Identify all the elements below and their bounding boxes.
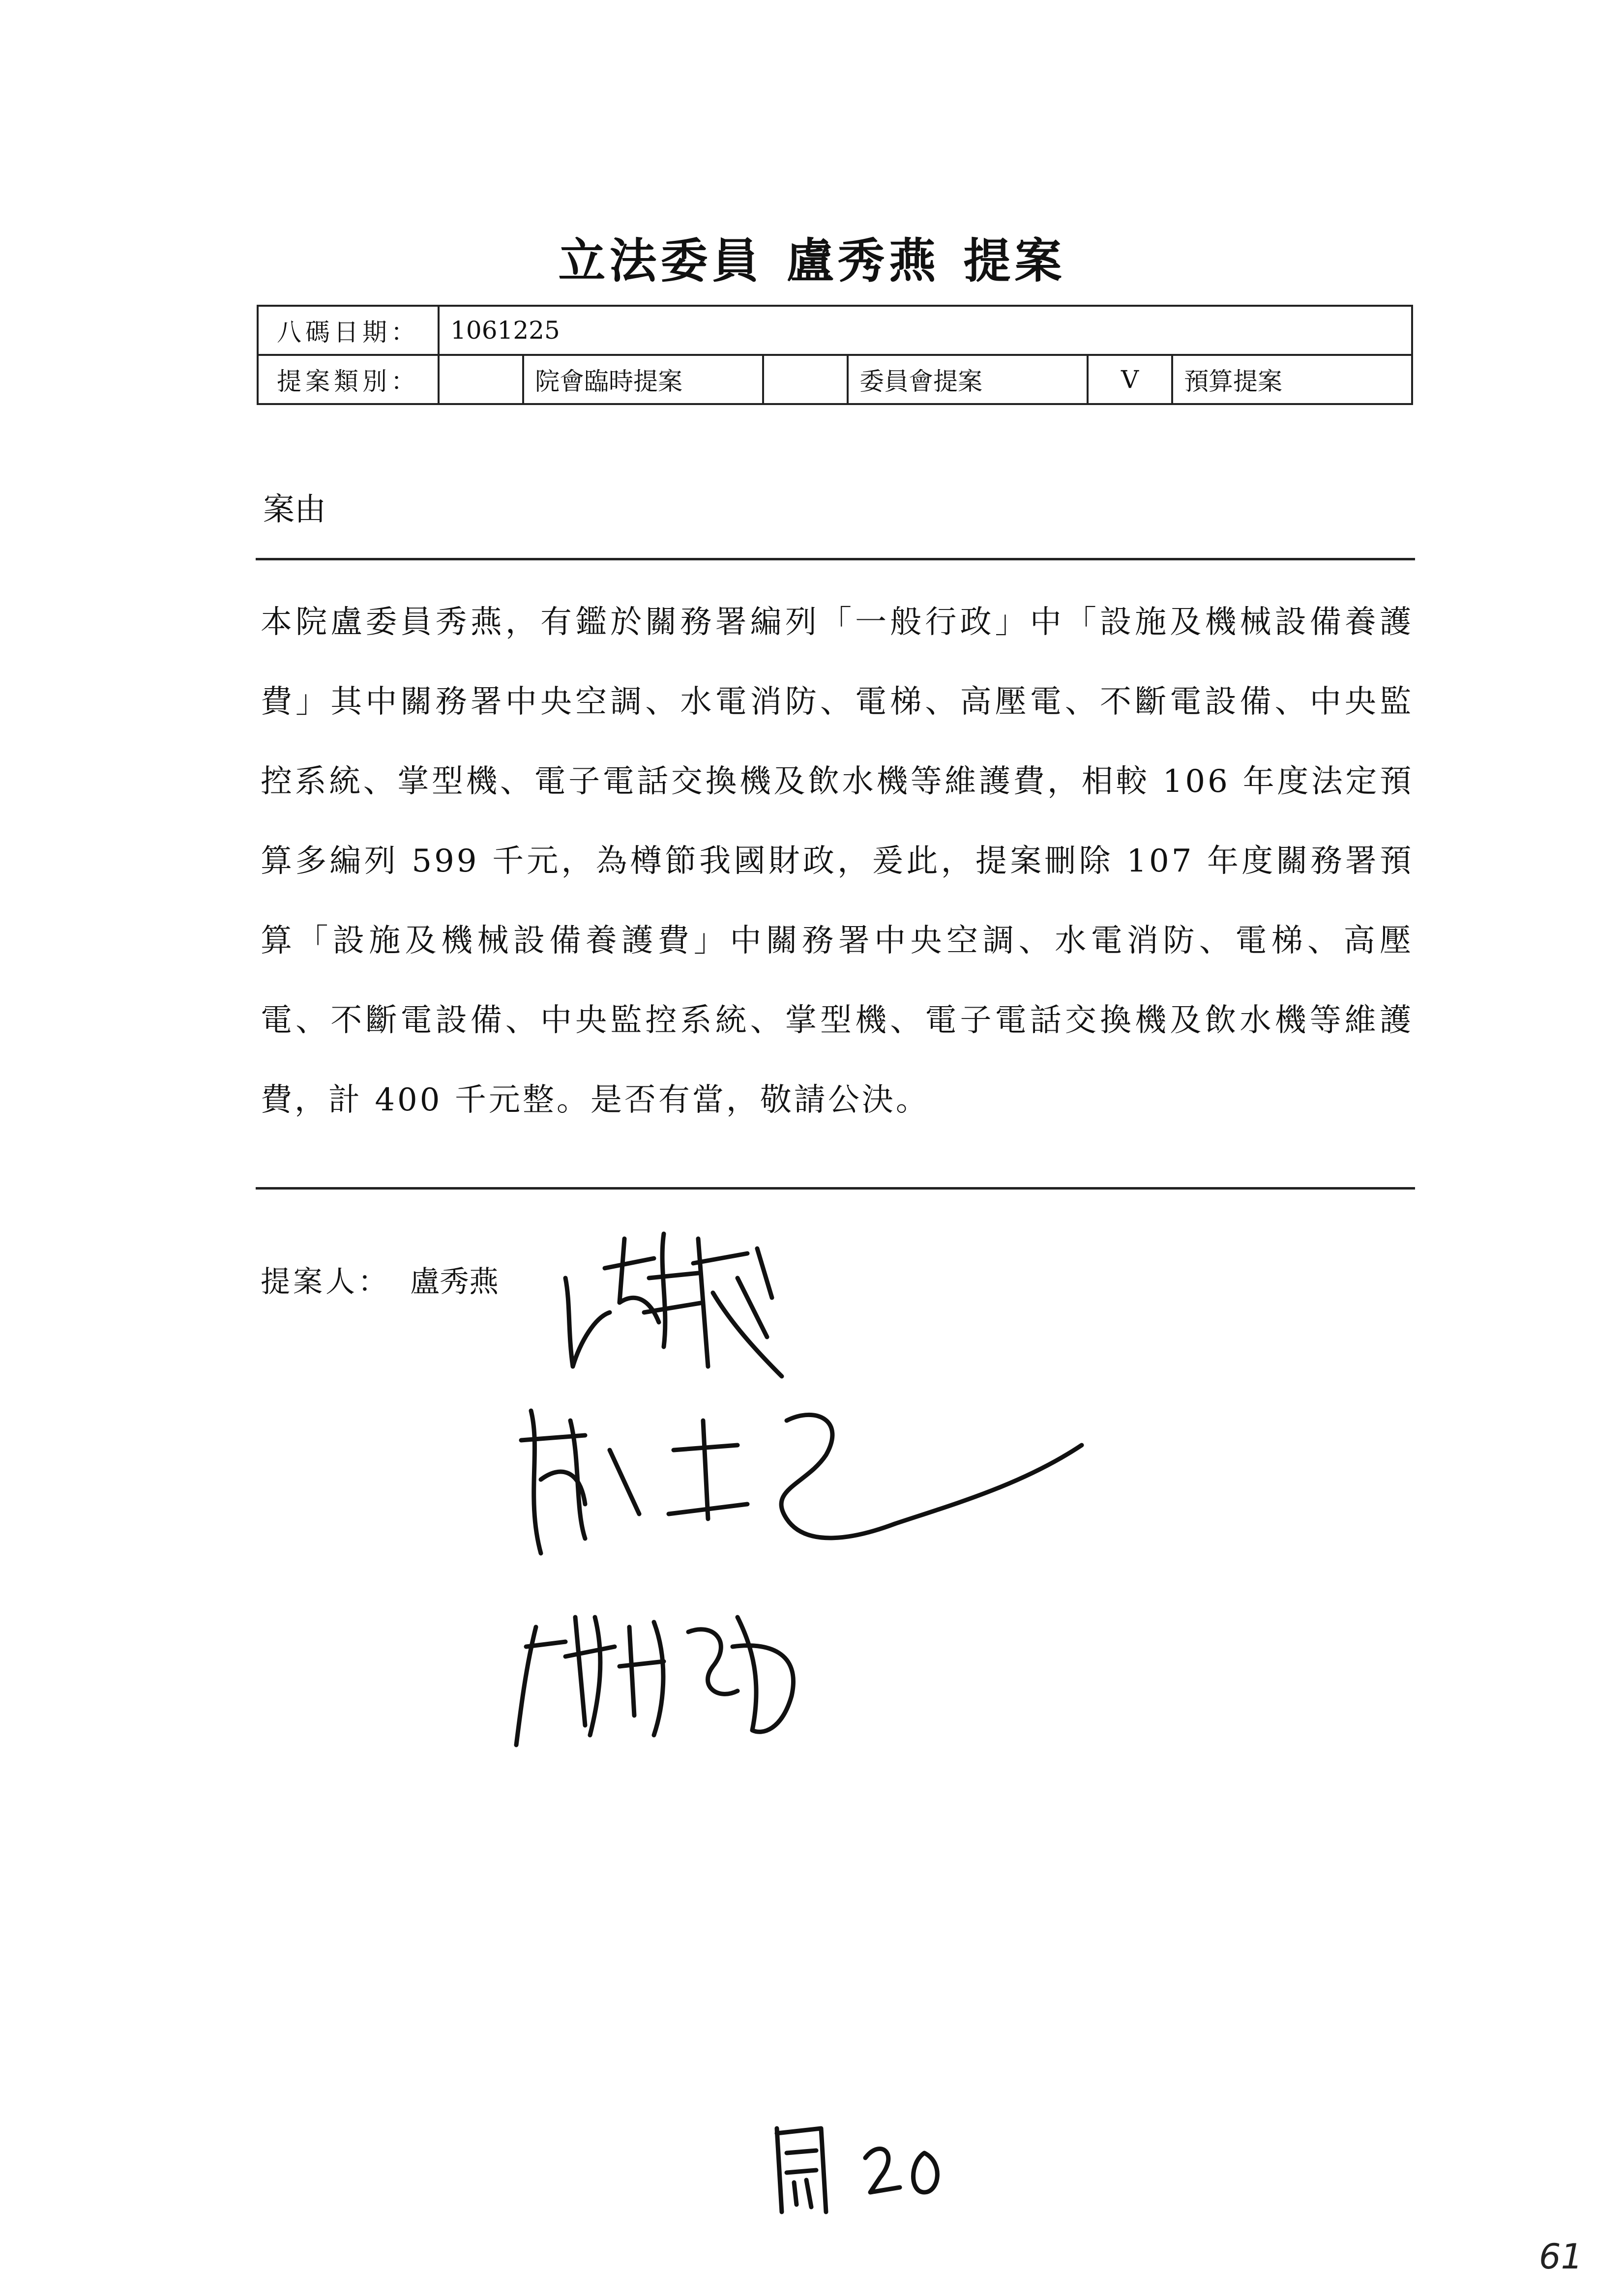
type-row bbox=[258, 355, 1412, 404]
handwritten-stamp bbox=[767, 2119, 954, 2217]
option-mark-committee bbox=[763, 355, 848, 404]
case-heading: 案由 bbox=[263, 492, 326, 528]
proposer-label: 提案人： bbox=[261, 1265, 390, 1299]
title-name: 盧秀燕 bbox=[786, 233, 940, 289]
signature-3 bbox=[506, 1588, 821, 1755]
document-title bbox=[0, 224, 1624, 291]
signature-2 bbox=[511, 1391, 1092, 1578]
option-mark-floor bbox=[439, 355, 523, 404]
case-body: 本院盧委員秀燕，有鑑於關務署編列「一般行政」中「設施及機械設備養護費」其中關務署中央空調、水電消防、電梯、高壓電、不斷電設備、中央監控系統、掌型機、電子電話交換機及飲水機等維護費，相較 106 年度法定預算多編列 599 千元，為樽節我國財政，爰此，提案刪除 107 年度關務署預算「設施及機械設備養護費」中關務署中央空調、水電消防、電梯、高壓電、不斷電設備、中央監控系統、掌型機、電子電話交換機及飲水機等維護費，計 400 千元整。是否有當，敬請公決。 bbox=[261, 604, 1414, 1118]
page-number: 61 bbox=[1539, 2237, 1583, 2277]
date-value: 1061225 bbox=[439, 306, 1412, 355]
type-label: 提案類別： bbox=[258, 355, 439, 404]
option-committee-proposal: 委員會提案 bbox=[848, 355, 1088, 404]
option-floor-proposal: 院會臨時提案 bbox=[523, 355, 763, 404]
bottom-divider bbox=[256, 1187, 1415, 1190]
proposal-meta-table bbox=[257, 305, 1413, 405]
title-role: 立法委員 bbox=[558, 233, 763, 289]
option-budget-proposal: 預算提案 bbox=[1172, 355, 1412, 404]
date-row bbox=[258, 306, 1412, 355]
date-label: 八碼日期： bbox=[258, 306, 439, 355]
proposer-name: 盧秀燕 bbox=[410, 1265, 499, 1299]
proposer-line bbox=[261, 1258, 499, 1301]
title-suffix: 提案 bbox=[963, 233, 1066, 289]
option-mark-budget: V bbox=[1088, 355, 1172, 404]
signature-1 bbox=[551, 1219, 806, 1396]
top-divider bbox=[256, 558, 1415, 560]
